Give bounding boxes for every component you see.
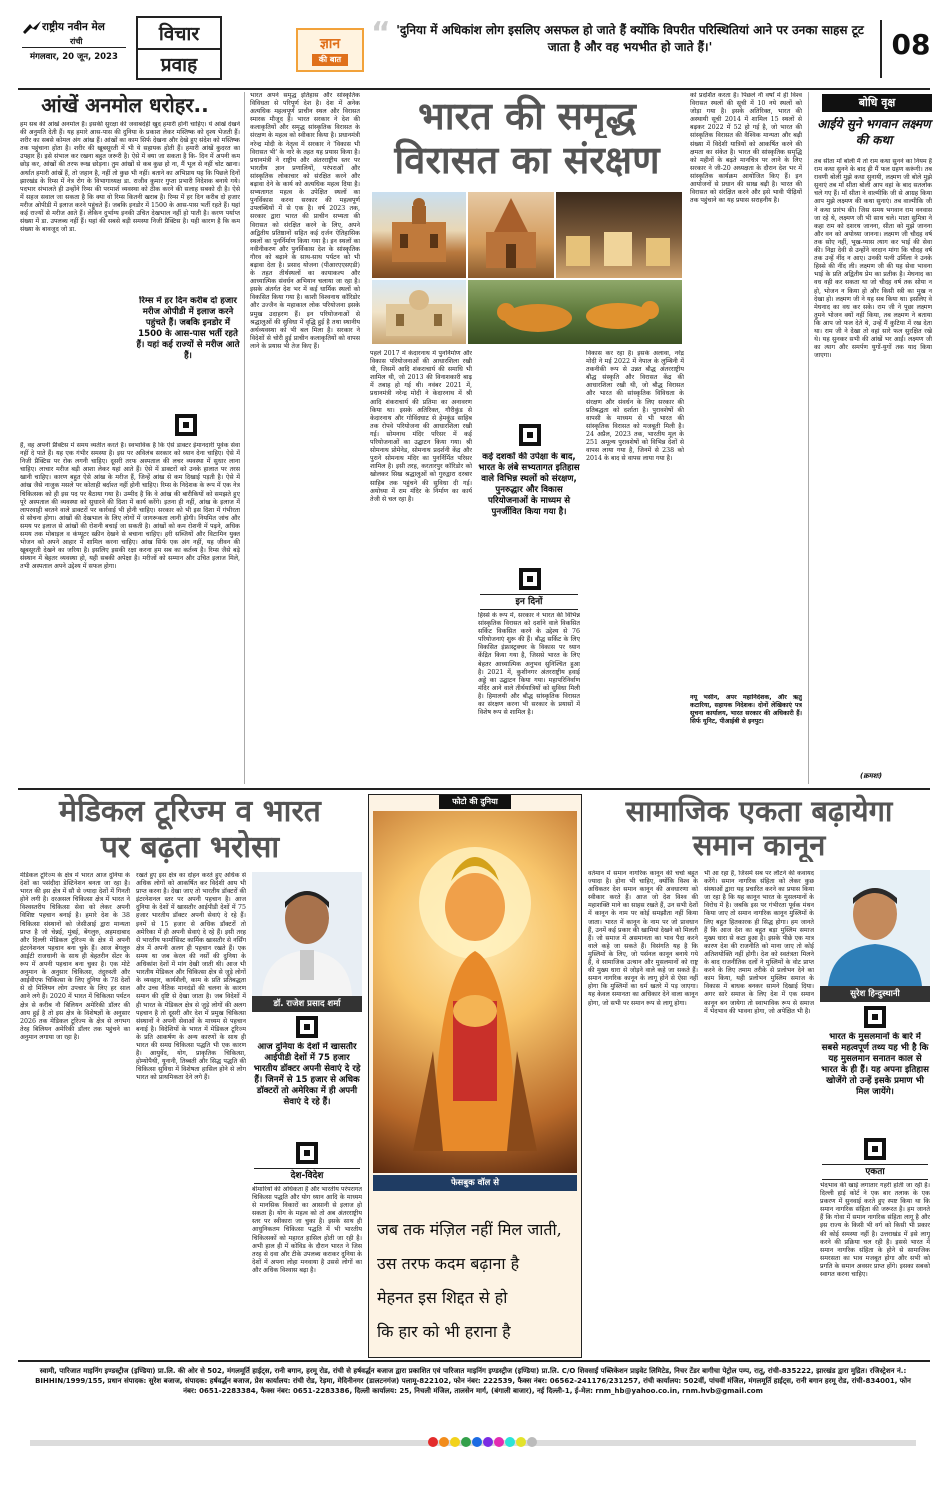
bodh-body: तब सीता माँ बोलीं मैं तो राम कथा सुनने का नियम हैं राम कथा सुनने के बाद ही मैं फल ग्रहण करूंगी। तब रावणी बोली मुझे कथा सुनायी, लक्ष्मण जी बोले मुझे सुनाएं तब माँ सीता बोली आप वहां के बाद सतलोक चले गए हैं। माँ सीता ने वाल्मीकि जी से आग्रह किया आप मुझे लक्ष्मण की कथा सुनाएं। तब वाल्मीकि जी ने कथा प्रारंभ की। जिस समय भगवान राम वनवास जा रहे थे, लक्ष्मण जी भी साथ चले। माता सुमित्रा ने कहा राम को दशरथ जानना, सीता को मुझे जानना और वन को अयोध्या जानना। लक्ष्मण जी चौदह वर्ष तक सोए नहीं, भूख-प्यास त्याग कर भाई की सेवा की। निद्रा देवी से उन्होंने वरदान मांगा कि चौदह वर्ष तक उन्हें नींद न आए। उनकी पत्नी उर्मिला ने उनके हिस्से की नींद ली। लक्ष्मण जी की यह सेवा भावना भाई के प्रति अद्वितीय प्रेम का प्रतीक है। मेघनाद का वध वही कर सकता था जो चौदह वर्ष तक सोया न हो, भोजन न किया हो और किसी स्त्री का मुख न देखा हो। लक्ष्मण जी ने यह सब किया था। इसलिए वे मेघनाद का वध कर सके। राम जी ने पूछा लक्ष्मण तुमने भोजन क्यों नहीं किया, तब लक्ष्मण ने बताया कि आप जो फल देते थे, उन्हें मैं कुटिया में रख देता था। राम जी ने देखा तो वहां सारे फल सुरक्षित रखे थे। यह सुनकर सभी की आंखें भर आईं। लक्ष्मण जी का त्याग और समर्पण युगों-युगों तक याद किया जाएगा। [814, 158, 932, 360]
poem-line4: कि हार को भी हराना है [377, 1322, 511, 1341]
civil-body-1: वर्तमान में समान नागरिक कानून की चर्चा बहुत ज्यादा है। होना भी चाहिए, क्योंकि विश्व के अधिकतर देश समान कानून की अवधारणा को स्वीकार करते हैं। आज जो देश विश्व की महाशक्ति माने का साहस रखते हैं, उन सभी देशों में कानून के नाम पर कोई समझौता नहीं किया जाता। भारत में कानून के नाम पर जो प्रावधान हैं, उनमें कई प्रकार की खामियां देखने को मिलती हैं। जो समाज में असमानता का भाव पैदा करने वाले कहे जा सकते हैं। विसंगति यह है कि मुस्लिमों के लिए, जो पर्सनल कानून बनाये गये हैं, वे सामाजिक उत्थान और मुसलमानों को राष्ट्र की मुख्य धारा से जोड़ने वाले कहे जा सकते हैं। समान नागरिक कानून के लागू होने से ऐसा नहीं होगा कि मुस्लिमों का धर्म खतरे में पड़ जाएगा। यह केवल समानता का अधिकार देने वाला कानून होगा, जो सभी पर समान रूप से लागू होगा। [588, 870, 698, 1007]
heritage-photo-temple [468, 192, 554, 278]
tourism-section-label: देश-विदेश [254, 1168, 360, 1184]
heritage-pullquote: कई दशकों की उपेक्षा के बाद, भारत के लंबे सभ्यतागत इतिहास वाले विभिन्न स्थलों को संरक्षण, पुनरुद्धार और विकास परियोजनाओं के माध्यम से पुनर्जीवित किया गया है। [478, 452, 580, 517]
heritage-body-col2: पहले 2017 में केदारनाथ में पुनर्निर्माण और विकास परियोजनाओं की आधारशिला रखी थी, जिसमें आदि शंकराचार्य की समाधि भी शामिल थी, जो 2013 की विनाशकारी बाढ़ में तबाह हो गई थी। नवंबर 2021 में, प्रधानमंत्री नरेन्द्र मोदी ने केदारनाथ में श्री आदि शंकराचार्य की प्रतिमा का अनावरण किया था। इसके अतिरिक्त, गौरीकुंड से केदारनाथ और गोविंदघाट से हेमकुंड साहिब तक रोपवे परियोजना की आधारशिला रखी गई। सोमनाथ मंदिर परिसर में कई परियोजनाओं का उद्घाटन किया गया। श्री सोमनाथ प्रोमेनेड, सोमनाथ प्रदर्शनी केंद्र और पुराने सोमनाथ मंदिर का पुनर्निर्मित परिसर शामिल है। इसी तरह, करतारपुर कॉरिडोर को खोलकर सिख श्रद्धालुओं को गुरुद्वारा दरबार साहिब तक पहुंचने की सुविधा दी गई। अयोध्या में राम मंदिर के निर्माण का कार्य तेजी से चल रहा है। [370, 350, 472, 503]
color-dot [516, 1437, 526, 1447]
tourism-pullquote: आज दुनिया के देशों में खासतौर आईपीडी देशों में 75 हजार भारतीय डॉक्टर अपनी सेवाएं दे रहे हैं। जिनमें से 15 हजार से अधिक डॉक्टरों तो अमेरिका में ही अपनी सेवाएं दे रहे हैं। [253, 1042, 361, 1107]
paper-date: मंगलवार, 20 जून, 2023 [30, 52, 118, 62]
heritage-body-col5: को प्रदर्शित करता है। पिछले नौ वर्षों में ही विश्व विरासत स्थलों की सूची में 10 नये स्थलों को जोड़ा गया है। इसके अतिरिक्त, भारत की अस्थायी सूची 2014 में शामिल 15 स्थलों से बढ़कर 2022 में 52 हो गई है, जो भारत की सांस्कृतिक विरासत की वैश्विक मान्यता और बढ़ी संख्या में विदेशी यात्रियों को आकर्षित करने की क्षमता का संकेत है। भारत की सांस्कृतिक समृद्धि को महीनों के बढ़ते मानचित्र पर लाने के लिए सरकार ने जी-20 अध्यक्षता के दौरान देश भर में सांस्कृतिक कार्यक्रम आयोजित किए हैं। इन आयोजनों से प्रधान की साख बढ़ी है। भारत की विरासत को संरक्षित करने और इसे भावी पीढ़ियों तक पहुंचाने का यह प्रयास सराहनीय है। [690, 92, 802, 205]
tourism-title-line2: पर बढ़ता भरोसा [100, 830, 280, 865]
color-dot [494, 1437, 504, 1447]
heritage-body-col3a [478, 350, 580, 424]
bird-logo-icon [22, 20, 42, 36]
color-dot [428, 1437, 438, 1447]
quote-mark-icon: “ [371, 16, 391, 51]
civil-author-name: सुरेश हिन्दुस्थानी [820, 986, 930, 1002]
tourism-author-name: डॉ. राजेश प्रसाद शर्मा [252, 996, 362, 1012]
heritage-photo-tigers [468, 280, 682, 344]
masthead-rule [18, 88, 930, 90]
poem-line1: जब तक मंज़िल नहीं मिल जाती, [377, 1220, 562, 1239]
civil-title-line1: सामाजिक एकता बढ़ायेगा [625, 794, 893, 828]
eyes-qr-icon [175, 414, 197, 436]
masthead [8, 14, 938, 86]
tourism-body-2: रखते हुए इस क्षेत्र का दोहन करते हुए अधिक से अधिक लोगों को आकर्षित कर विदेशी आय भी प्राप्त करना है। देखा जाए तो भारतीय डॉक्टरों की इंटरनेशनल स्तर पर अपनी पहचान है। आज दुनिया के देशों में खासतौर आईपीडी देशों में 75 हजार भारतीय डॉक्टर अपनी सेवाएं दे रहे हैं। इनमें से 15 हजार से अधिक डॉक्टरों तो अमेरिका में ही अपनी सेवाएं दे रहे हैं। इसी तरह से भारतीय फार्मासिस्ट कार्मिक खासतौर से नर्सिंग क्षेत्र में अपनी अलग ही पहचान रखते हैं। एक समय था जब केरल की नर्सों की दुनिया के अधिकांश देशों में मांग देखी जाती थी। आज भी भारतीय मेडिकल और चिकित्सा क्षेत्र से जुड़े लोगों के व्यवहार, कार्यशैली, काम के प्रति प्रतिबद्धता और उच्च नैतिक मानदंडों की चलना के कारण समान की दृष्टि से देखा जाता है। जब विदेशों में ही भारत के मेडिकल क्षेत्र से जुड़े लोगों की अलग पहचान है तो दूसरी और देश में प्रमुख चिकित्सा संस्थानों ने अपनी सेवाओं के माध्यम से पहचान बनाई है। विदेशियों के भारत में मेडिकल टूरिज्म के प्रति आकर्षण के अन्य कारणों के साथ ही भारत की समग्र चिकित्सा पद्धति भी एक कारण है। आयुर्वेद, योग, प्राकृतिक चिकित्सा, होम्योपैथी, यूनानी, तिब्बती और सिद्ध पद्धति की चिकित्सा सुविधा में विशेषता हासिल होने से लोग भारत को प्राथमिकता देने लगे हैं। [136, 872, 246, 1082]
photo-caption: फेसबुक वॉल से [373, 1175, 577, 1191]
mid-rule [18, 788, 930, 790]
tourism-title-line1: मेडिकल टूरिज्म व भारत [59, 794, 321, 829]
bodh-title: आईये सुने भगवान लक्ष्मण की कथा [817, 117, 931, 147]
gyan-line1: ज्ञान [319, 36, 341, 52]
poem-line3: मेहनत इस शिद्दत से हो [377, 1288, 508, 1307]
civil-qr-icon-top [864, 1006, 886, 1028]
tourism-body-1: मेडिकल टूरिज्म के क्षेत्र में भारत आज दुनिया के देशों का पसंदीदा डेस्टिनेशन बनता जा रहा है। भारत की इस क्षेत्र में सौ से ज्यादा देशों में गिनती होने लगी है। दरअसल चिकित्सा क्षेत्र में भारत ने विश्वस्तरीय चिकित्सा सेवा को लेकर अपनी विशिष्ट पहचान बनाई है। हमारे देश के 38 चिकित्सा संस्थानों को जेसीआई द्वारा मान्यता प्राप्त है जो चेन्नई, मुंबई, बेंगलुरु, अहमदाबाद और दिल्ली मेडिकल टूरिज्म के क्षेत्र में अपनी इंटरनेशनल पहचान बना चुके हैं। आज बेंगलुरु आईटी राजधानी के साथ ही बेहतरीन सेंटर के रूप में अपनी पहचान बना चुका है। एक मोटे अनुमान के अनुसार चिकित्सा, तंदुरुस्ती और आईवीएफ चिकित्सा के लिए दुनिया के 78 देशों से दो मिलियन लोग उपचार के लिए हर साल आने लगे हैं। 2020 में भारत में चिकित्सा पर्यटन क्षेत्र से करीब नौ बिलियन अमेरिकी डॉलर की आय हुई है तो इस क्षेत्र के विशेषज्ञों के अनुसार 2026 तक मेडिकल टूरिज्म के क्षेत्र से लगभग तेरह बिलियन अमेरिकी डॉलर तक पहुंचने का अनुमान लगाया जा रहा है। [20, 872, 130, 1041]
masthead-quote: 'दुनिया में अधिकांश लोग इसलिए असफल हो जाते हैं क्योंकि विपरीत परिस्थितियां आने पर उनका साहस टूट जाता है और वह भयभीत हो जाते हैं।' [396, 23, 864, 54]
heritage-photo-fort [372, 192, 466, 278]
color-dot [439, 1437, 449, 1447]
heritage-photo-palace [372, 280, 466, 344]
photo-label: फोटो की दुनिया [439, 795, 511, 809]
civil-body-2: भी आ रहा है, जिसमें सब पर लौटने की कवायद करेंगे। समान नागरिक संहिता को लेकर कुछ संस्थाओं द्वारा यह प्रचारित करने का प्रयास किया जा रहा है कि यह कानून भारत के मुसलमानों के विरोध में है। जबकि इस पर गंभीरता पूर्वक मंथन किया जाए तो समान नागरिक कानून मुस्लिमों के लिए बहुत हितकारक ही सिद्ध होगा। हम जानते हैं कि आज देश का बहुत बड़ा मुस्लिम समाज मुख्य धारा से कटा हुआ है। इसके पीछे एक मात्र कारण देश की राजनीति को माना जाए तो कोई अतिशयोक्ति नहीं होगी। देश को स्वतंत्रता मिलने के बाद राजनीतिक दलों ने मुस्लिमों के वोट प्राप्त करने के लिए तमाम तरीके से प्रलोभन देने का काम किया, यही प्रलोभन मुस्लिम समाज के विकास में बाधक बनकर सामने दिखाई दिया। अगर सारे समाज के लिए देश में एक समान कानून बन जायेगा तो स्वाभाविक रूप से समाज में भेदभाव की भावना होगा, जो अपेक्षित भी है। [704, 870, 814, 1015]
gyan-line2: की बात [312, 54, 348, 66]
paper-name: राष्ट्रीय नवीन मेल [42, 21, 105, 33]
footer-rule [18, 1360, 930, 1362]
section-box [136, 16, 222, 80]
color-dot [527, 1437, 537, 1447]
civil-section-label: एकता [822, 1164, 928, 1180]
tourism-body-3: बीमारियों की अधिकता है और भारतीय परंपरागत चिकित्सा पद्धति और योग ध्यान आदि के माध्यम से मानसिक विकारों का आसानी से इलाज हो सकता है। योग के महत्व को तो अब अंतरराष्ट्रीय स्तर पर स्वीकारा जा चुका है। इसके साथ ही आधुनिकतम चिकित्सा पद्धति में भी भारतीय चिकित्सकों को महारत हासिल होती जा रही है। अभी हाल ही में कोविड के दौरान भारत ने जिस तरह से दवा और टीके उपलब्ध कराकर दुनिया के देशों में अपना लोहा मनवाया है उससे लोगों का और अधिक विश्वास बढ़ा है। [252, 1186, 362, 1274]
eyes-pullquote: रिम्स में हर दिन करीब दो हजार मरीज ओपीडी में इलाज करने पहुंचते हैं। जबकि इनडोर में 1500 के आस-पास भर्ती रहते हैं। यहां कई राज्यों से मरीज आते हैं। [136, 296, 240, 361]
color-dots-row [428, 1436, 538, 1450]
eyes-title: आंखें अनमोल धरोहर.. [41, 93, 209, 117]
eyes-body-1: हम सब की आंखें अनमोल हैं। इसकी सुरक्षा की जवाबदेही खुद हमारी होनी चाहिए। ये आंखें देखने की अनुमति देती हैं। यह हमारे आस-पास की दुनिया के प्रकाश लेकर मस्तिष्क को दृश्य भेजती हैं। शरीर का सबसे कोमल अंग आंख हैं। आंखों का काम सिर्फ देखना और देखे हुए संदेश को मस्तिष्क तक पहुंचाना होता है। शरीर की खूबसूरती में भी ये सहायक होती हैं। हमारी आंखें कुदरत का उपहार हैं। इसे संभाल कर रखना बहुत जरूरी है। ऐसे में क्या जा सकता है कि- दिन में अपनी कम छोड़ कर, आंखों की तरफ रूख छोड़ना। तुम आंखों से कब कुछ हो ना, मैं भूल से नहीं चोट खाना। अर्थात हमारी आंखें हैं, तो जहान है, नहीं तो कुछ भी नहीं। बताने का अभिप्राय यह कि पिछले दिनों झारखंड के रिम्स में नेत्र रोग के विभागाध्यक्ष डा. राजीव कुमार गुप्ता प्रभारी निदेशक बनाये गये। पदभार संभालते ही उन्होंने रिम्स की परमार्श व्यवस्था को ठीक करने की सलाह सबको दी है। ऐसे में सहज सवाल जा सकता है कि क्या वो रिम्स कितनी खराब है। रिम्स में हर दिन करीब दो हजार मरीज ओपीडी में इलाज करने पहुंचते हैं। जबकि इनडोर में 1500 के आस-पास भर्ती रहते हैं। यहां कई राज्यों से मरीज आते हैं। लेकिन दुर्भाग्य इनकी उचित देखभाल नहीं हो पाती है। करण पर्याप्त संख्या में डा. उपलब्ध नहीं हैं। यहां की सबसे बड़ी समस्या निजी प्रैक्टिस है। यही कारण है कि कम संख्या के बावजूद जो डा. [20, 121, 240, 234]
eyes-body-2: हैं, वह अपनी प्रैक्टिस में समय व्यतीत करते हैं। स्वभाविक है कि ऐसे डाक्टर ईमानदारी पूर्वक सेवा नहीं दे पाते हैं। यह एक गंभीर समस्या है। इस पर अविलंब सरकार को ध्यान देना चाहिए। ऐसे में निजी प्रैक्टिस पर रोक लगनी चाहिए। दूसरी तरफ अस्पताल की लचर व्यवस्था में सुधार लाना चाहिए। लाचार मरीज बड़ी आशा लेकर यहां आते हैं। ऐसे में डाक्टरों को उनके हालात पर तरस खानी चाहिए। कारण बहुत ऐसे आंख के मरीज हैं, जिन्हें आंख से कम दिखाई पड़ती है। ऐसे में आंख जैसे नाजुक मसले पर कोताही बर्दाश्त नहीं होनी चाहिए। रिम्स के निदेशक के रूप में एक नेत्र चिकित्सक को ही इस पद पर बैठाया गया है। उम्मीद है कि वे आंख की बारीकियों को समझते हुए पूरे अस्पताल की व्यवस्था को सुधारने की दिशा में कार्य करेंगे। इतना ही नहीं, आंख के इलाज में लापरवाही बरतने वाले डाक्टरों पर कार्रवाई भी होनी चाहिए। सरकार को भी इस दिशा में गंभीरता से सोचना होगा। आंखों की देखभाल के लिए लोगों में जागरूकता लानी होगी। नियमित जांच और समय पर इलाज से आंखों की रोशनी बचाई जा सकती है। आंखों को कम रोशनी में पढ़ने, अधिक समय तक मोबाइल व कंप्यूटर स्क्रीन देखने से बचाना चाहिए। हरी सब्जियों और विटामिन युक्त भोजन को अपने आहार में शामिल करना चाहिए। आंख सिर्फ एक अंग नहीं, यह जीवन की खूबसूरती देखने का जरिया है। इसलिए इसकी रक्षा करना हम सब का कर्तव्य है। रिम्स जैसे बड़े संस्थान में बेहतर व्यवस्था हो, यही सबकी अपेक्षा है। मरीजों को सम्मान और उचित इलाज मिले, तभी अस्पताल अपने उद्देश्य में सफल होगा। [20, 442, 240, 571]
heritage-title-line1: भारत की समृद्ध [417, 94, 637, 138]
tourism-qr-icon-bottom [296, 1142, 318, 1164]
civil-qr-icon-bottom [864, 1138, 886, 1160]
hanuman-image [373, 811, 577, 1173]
tourism-author-photo [252, 872, 362, 996]
civil-title-line2: समान कानून [692, 828, 826, 862]
section-title-line1: विचार [158, 23, 200, 45]
heritage-qr-icon-bottom [519, 568, 541, 590]
eyes-body-1b [20, 299, 130, 440]
in-days-label: इन दिनों [480, 594, 578, 610]
color-dot [472, 1437, 482, 1447]
heritage-author: नयू भसीन, अपर महानिदेशक, और ऋतु कटारिया, सहायक निदेशक। दोनों लेखिकाएं पत्र सूचना कार्यालय, भारत सरकार की अधिकारी हैं। सिर्फ यूनिट, पीआईबी से इनपुट। [690, 694, 802, 726]
page-number: 08 [891, 28, 931, 61]
paper-city: रांची [70, 37, 83, 46]
color-dot [505, 1437, 515, 1447]
heritage-body-col1: भारत अपने समृद्ध इतिहास और सांस्कृतिक विविधता से परिपूर्ण देश है। देश में अनेक अत्यधिक महत्वपूर्ण प्राचीन स्थल और विरासत स्मारक मौजूद हैं। भारत सरकार ने देश की कलाकृतियों और समृद्ध सांस्कृतिक विरासत के संरक्षण के महत्व को स्वीकार किया है। प्रधानमंत्री नरेन्द्र मोदी के नेतृत्व में सरकार ने 'विकास भी विरासत भी' के नारे के तहत यह प्रयास किया है। प्रधानमंत्री ने राष्ट्रीय और अंतरराष्ट्रीय स्तर पर भारतीय ज्ञान प्रणालियों, परंपराओं और सांस्कृतिक लोकाचार को संरक्षित करने और बढ़ावा देने के कार्य को अत्यधिक महत्व दिया है। सभ्यतागत महत्व के उपेक्षित स्थलों का पुनर्विकास करना सरकार की महत्वपूर्ण उपलब्धियों में से एक है। वर्ष 2023 तक, सरकार द्वारा भारत की प्राचीन सभ्यता की विरासत को संरक्षित करने के लिए, अपने अद्वितीय प्रतिष्ठानों सहित कई दर्जन ऐतिहासिक स्थलों का पुनर्निर्माण किया गया है। इन स्थलों का नवीनीकरण और पुनर्विकास देश के सांस्कृतिक गौरव को बढ़ाने के साथ-साथ पर्यटन को भी बढ़ावा देता है। प्रसाद योजना (पीआरएएसएडी) के तहत तीर्थस्थलों का कायाकल्प और आध्यात्मिक संवर्धन अभियान चलाया जा रहा है। इसके अंतर्गत देश भर में कई धार्मिक स्थलों को विकसित किया गया है। काशी विश्वनाथ कॉरिडोर और उज्जैन के महाकाल लोक परियोजना इसके प्रमुख उदाहरण हैं। इन परियोजनाओं से श्रद्धालुओं की सुविधा में वृद्धि हुई है तथा स्थानीय अर्थव्यवस्था को भी बल मिला है। सरकार ने विदेशों से चोरी हुई प्राचीन कलाकृतियों को वापस लाने के प्रयास भी तेज किए हैं। [250, 92, 360, 350]
footer-imprint: स्वामी, पारिजात माइनिंग इण्डस्ट्रीज (इण्डिया) प्रा.लि. की ओर से 502, मंगलमूर्ति हाईट्स, रानी बगान, हरमू रोड, रांची से हर्षवर्द्धन बजाज द्वारा प्रकाशित एवं पारिजात माइनिंग इण्डस्ट्रीज (इण्डिया) प्रा.लि. C/O शिवसाईं पब्लिकेशन प्राइवेट लिमिटेड, निचर टेंडर बागीचा पेट्रोल पम्प, रातू, रांची-835222, झारखंड द्वारा मुद्रित। रजिस्ट्रेशन नं.: BIHHIN/1999/155, प्रधान संपादक: सुरेश बजाज, संपादक: हर्षवर्द्धन बजाज, प्रेस कार्यालय: रांची रोड, रेड़मा, मेदिनीनगर (डालटनगंज) पलामू-822102, फोन नंबर: 222539, फैक्स नंबर: 06562-241176/231257, रांची कार्यालय: 502वीं, पांचवीं मंजिल, मंगलमूर्ति हाईट्स, रानी बगान हरमू रोड, रांची-834001, फोन नंबर: 0651-2283384, फैक्स नंबर: 0651-2283386, दिल्ली कार्यालय: 25, निचली मंजिल, तालसेन मार्ग, (बंगाली बाजार), नई दिल्ली-1, ई-मेल: rnm_hb@yahoo.co.in, rnm.hvb@gmail.com [35, 1367, 911, 1396]
bodh-label: बोधि वृक्ष [822, 94, 932, 112]
heritage-body-col4: विकास कर रहा है। इसके अलावा, नरेंद्र मोदी ने मई 2022 में नेपाल के लुम्बिनी में तकनीकी रूप से उन्नत बौद्ध अंतरराष्ट्रीय बौद्ध संस्कृति और विरासत केंद्र की आधारशिला रखी थी, जो बौद्ध विरासत और भारत की सांस्कृतिक विविधता के संरक्षण और संवर्धन के लिए सरकार की प्रतिबद्धता को दर्शाता है। पुरावशेषों की वापसी के माध्यम से भी भारत की सांस्कृतिक विरासत को मजबूती मिली है। 24 अप्रैल, 2023 तक, भारतीय मूल के 251 अमूल्य पुरावशेषों को विभिन्न देशों से वापस लाया गया है, जिनमें से 238 को 2014 के बाद से वापस लाया गया है। [586, 350, 684, 463]
heritage-qr-icon-top [519, 424, 541, 446]
heritage-title-line2: विरासत का संरक्षण [394, 138, 660, 182]
tourism-qr-icon-top [296, 1016, 318, 1038]
bodh-continued: (क्रमशः) [860, 772, 883, 780]
poem-line2: उस तरफ कदम बढ़ाना है [377, 1254, 520, 1273]
section-title-line2: प्रवाह [160, 54, 198, 76]
footer-dots [30, 1436, 916, 1450]
civil-author-photo [820, 870, 930, 986]
heritage-body-col3: हिस्से के रूप में, सरकार ने भारत की विभिन्न सांस्कृतिक विरासत को दर्शाने वाले विकसित सर्किट विकसित करने के उद्देश्य से 76 परियोजनाएं शुरू की हैं। बौद्ध सर्किट के लिए विकसित इंफ्रास्ट्रक्चर के विकास पर ध्यान केंद्रित किया गया है, जिससे भारत के लिए बेहतर आध्यात्मिक अनुभव सुनिश्चित हुआ है। 2021 में, कुशीनगर अंतरराष्ट्रीय हवाई अड्डे का उद्घाटन किया गया। महापरिनिर्वाण मंदिर आने वाले तीर्थयात्रियों को सुविधा मिली है। हिमालयी और बौद्ध सांस्कृतिक विरासत का संरक्षण करना भी सरकार के प्रयासों में विशेष रूप से शामिल है। [478, 612, 580, 717]
gyan-badge [296, 28, 364, 72]
civil-pullquote: भारत के मुसलमानों के बारे में सबसे महत्वपूर्ण तथ्य यह भी है कि यह मुसलमान सनातन काल से भारत के ही हैं। यह अपना इतिहास खोजेंगे तो उन्हें इसके प्रमाण भी मिल जायेंगे। [821, 1032, 929, 1097]
color-dot [450, 1437, 460, 1447]
color-dot [483, 1437, 493, 1447]
photo-box [368, 794, 582, 1358]
heritage-photo-museum [556, 192, 682, 278]
civil-body-3: भेदभाव की खाई लगातार गहरी होती जा रही है। दिल्ली हाई कोर्ट ने एक बार तलाक के एक प्रकरण में सुनवाई करते हुए स्पष्ट किया था कि समान नागरिक संहिता की जरूरत है। हम जानते हैं कि गोवा में समान नागरिक संहिता लागू है और इस राज्य के किसी भी वर्ग को किसी भी प्रकार की कोई समस्या नहीं है। उत्तराखंड में इसे लागू करने की प्रक्रिया चल रही है। इससे भारत में समान नागरिक संहिता के होने से सामाजिक समरसता का भाव मजबूत होगा और सभी को प्रगति के समान अवसर प्राप्त होंगे। इसका सबको स्वागत करना चाहिए। [820, 1182, 930, 1279]
color-dot [461, 1437, 471, 1447]
